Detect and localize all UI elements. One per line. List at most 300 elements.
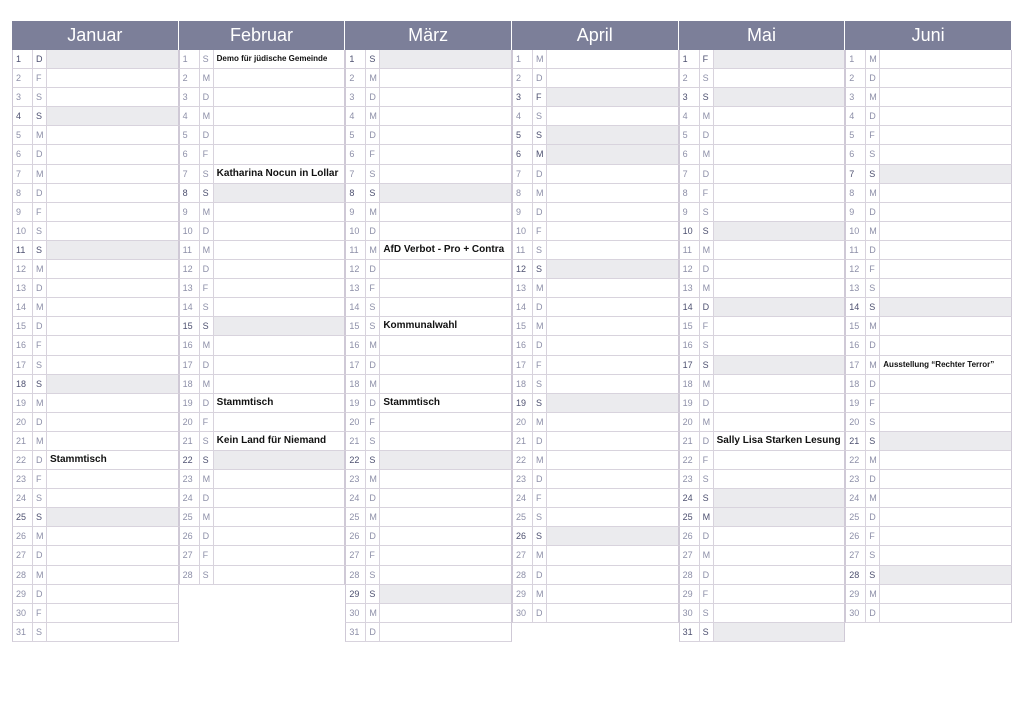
day-row[interactable]: [679, 623, 846, 642]
day-row[interactable]: [679, 241, 846, 260]
day-row[interactable]: [679, 566, 846, 585]
day-row[interactable]: [845, 107, 1012, 126]
day-row[interactable]: [512, 145, 679, 164]
day-row[interactable]: [679, 451, 846, 470]
event-cell[interactable]: [214, 203, 345, 221]
day-row[interactable]: [179, 222, 346, 241]
event-cell[interactable]: [47, 470, 178, 488]
day-row[interactable]: [179, 279, 346, 298]
day-row[interactable]: [12, 203, 179, 222]
day-row[interactable]: [679, 470, 846, 489]
event-cell[interactable]: [214, 241, 345, 259]
day-row[interactable]: [512, 88, 679, 107]
day-row[interactable]: [679, 394, 846, 413]
event-cell[interactable]: [714, 222, 845, 240]
day-row[interactable]: [512, 165, 679, 184]
event-cell[interactable]: [714, 184, 845, 202]
day-row[interactable]: [179, 165, 346, 184]
event-cell[interactable]: Kommunalwahl: [383, 320, 458, 332]
day-row[interactable]: [12, 585, 179, 604]
event-cell[interactable]: [880, 470, 1011, 488]
event-cell[interactable]: [380, 126, 511, 144]
day-row[interactable]: [179, 184, 346, 203]
event-cell[interactable]: [880, 222, 1011, 240]
day-row[interactable]: [845, 432, 1012, 451]
event-cell[interactable]: [547, 203, 678, 221]
day-row[interactable]: [12, 126, 179, 145]
day-row[interactable]: [845, 451, 1012, 470]
event-cell[interactable]: [380, 604, 511, 622]
day-row[interactable]: [179, 432, 346, 451]
day-row[interactable]: [679, 279, 846, 298]
event-cell[interactable]: [380, 508, 511, 526]
event-cell[interactable]: [380, 375, 511, 393]
day-row[interactable]: [512, 375, 679, 394]
event-cell[interactable]: [380, 260, 511, 278]
day-row[interactable]: [12, 604, 179, 623]
day-row[interactable]: [12, 241, 179, 260]
event-cell[interactable]: [880, 69, 1011, 87]
day-row[interactable]: [679, 489, 846, 508]
day-row[interactable]: [845, 279, 1012, 298]
day-row[interactable]: [845, 165, 1012, 184]
event-cell[interactable]: [380, 69, 511, 87]
day-row[interactable]: [345, 336, 512, 355]
day-row[interactable]: [12, 489, 179, 508]
event-cell[interactable]: [380, 546, 511, 564]
event-cell[interactable]: [547, 88, 678, 106]
event-cell[interactable]: [214, 375, 345, 393]
event-cell[interactable]: [547, 394, 678, 412]
event-cell[interactable]: [880, 241, 1011, 259]
day-row[interactable]: [679, 585, 846, 604]
event-cell[interactable]: Stammtisch: [216, 396, 274, 408]
event-cell[interactable]: [880, 126, 1011, 144]
event-cell[interactable]: [47, 527, 178, 545]
day-row[interactable]: [845, 508, 1012, 527]
day-row[interactable]: [345, 260, 512, 279]
day-row[interactable]: [512, 451, 679, 470]
day-row[interactable]: [345, 50, 512, 69]
event-cell[interactable]: [547, 413, 678, 431]
day-row[interactable]: [512, 126, 679, 145]
event-cell[interactable]: [47, 298, 178, 316]
event-cell[interactable]: Demo für jüdische Gemeinde: [216, 54, 328, 63]
event-cell[interactable]: [547, 336, 678, 354]
event-cell[interactable]: [880, 527, 1011, 545]
event-cell[interactable]: [47, 88, 178, 106]
event-cell[interactable]: [880, 566, 1011, 584]
day-row[interactable]: [845, 126, 1012, 145]
event-cell[interactable]: [547, 546, 678, 564]
event-cell[interactable]: [714, 336, 845, 354]
day-row[interactable]: [179, 546, 346, 565]
day-row[interactable]: [679, 508, 846, 527]
day-row[interactable]: [345, 107, 512, 126]
event-cell[interactable]: [47, 432, 178, 450]
event-cell[interactable]: [714, 88, 845, 106]
day-row[interactable]: [512, 69, 679, 88]
event-cell[interactable]: [380, 336, 511, 354]
day-row[interactable]: [179, 107, 346, 126]
event-cell[interactable]: [714, 107, 845, 125]
event-cell[interactable]: [714, 203, 845, 221]
day-row[interactable]: [512, 508, 679, 527]
event-cell[interactable]: [214, 546, 345, 564]
event-cell[interactable]: [47, 546, 178, 564]
event-cell[interactable]: [47, 50, 178, 68]
day-row[interactable]: [345, 527, 512, 546]
event-cell[interactable]: [880, 508, 1011, 526]
day-row[interactable]: [512, 184, 679, 203]
day-row[interactable]: [345, 470, 512, 489]
event-cell[interactable]: [547, 489, 678, 507]
event-cell[interactable]: [714, 585, 845, 603]
day-row[interactable]: [179, 317, 346, 336]
day-row[interactable]: [12, 527, 179, 546]
day-row[interactable]: [679, 432, 846, 451]
event-cell[interactable]: [380, 470, 511, 488]
event-cell[interactable]: [47, 336, 178, 354]
event-cell[interactable]: [214, 508, 345, 526]
day-row[interactable]: [512, 470, 679, 489]
day-row[interactable]: [845, 203, 1012, 222]
event-cell[interactable]: [880, 279, 1011, 297]
event-cell[interactable]: [214, 279, 345, 297]
day-row[interactable]: [845, 546, 1012, 565]
event-cell[interactable]: [880, 394, 1011, 412]
event-cell[interactable]: [214, 470, 345, 488]
day-row[interactable]: [179, 241, 346, 260]
event-cell[interactable]: [880, 298, 1011, 316]
day-row[interactable]: [679, 88, 846, 107]
day-row[interactable]: [845, 69, 1012, 88]
event-cell[interactable]: [880, 336, 1011, 354]
day-row[interactable]: [512, 336, 679, 355]
event-cell[interactable]: [214, 356, 345, 374]
day-row[interactable]: [12, 260, 179, 279]
day-row[interactable]: [12, 88, 179, 107]
day-row[interactable]: [512, 203, 679, 222]
event-cell[interactable]: [380, 432, 511, 450]
day-row[interactable]: [512, 356, 679, 375]
day-row[interactable]: [679, 298, 846, 317]
event-cell[interactable]: [880, 432, 1011, 450]
event-cell[interactable]: [47, 604, 178, 622]
day-row[interactable]: [679, 604, 846, 623]
event-cell[interactable]: [714, 356, 845, 374]
day-row[interactable]: [179, 88, 346, 107]
day-row[interactable]: [12, 298, 179, 317]
day-row[interactable]: [179, 394, 346, 413]
event-cell[interactable]: [880, 145, 1011, 163]
event-cell[interactable]: [547, 107, 678, 125]
event-cell[interactable]: [380, 566, 511, 584]
day-row[interactable]: [345, 394, 512, 413]
day-row[interactable]: [179, 356, 346, 375]
day-row[interactable]: [512, 241, 679, 260]
event-cell[interactable]: [547, 126, 678, 144]
day-row[interactable]: [12, 336, 179, 355]
event-cell[interactable]: [214, 317, 345, 335]
event-cell[interactable]: [880, 184, 1011, 202]
day-row[interactable]: [345, 489, 512, 508]
event-cell[interactable]: [380, 107, 511, 125]
event-cell[interactable]: [47, 203, 178, 221]
event-cell[interactable]: [380, 222, 511, 240]
event-cell[interactable]: [714, 413, 845, 431]
day-row[interactable]: [345, 165, 512, 184]
day-row[interactable]: [12, 394, 179, 413]
event-cell[interactable]: [714, 126, 845, 144]
day-row[interactable]: [845, 260, 1012, 279]
day-row[interactable]: [345, 432, 512, 451]
day-row[interactable]: [679, 145, 846, 164]
event-cell[interactable]: [714, 470, 845, 488]
event-cell[interactable]: [214, 260, 345, 278]
day-row[interactable]: [179, 50, 346, 69]
event-cell[interactable]: [214, 527, 345, 545]
day-row[interactable]: [679, 336, 846, 355]
day-row[interactable]: [345, 145, 512, 164]
event-cell[interactable]: AfD Verbot - Pro + Contra: [383, 243, 505, 255]
day-row[interactable]: [845, 413, 1012, 432]
event-cell[interactable]: [880, 451, 1011, 469]
day-row[interactable]: [845, 470, 1012, 489]
day-row[interactable]: [179, 375, 346, 394]
day-row[interactable]: [512, 566, 679, 585]
day-row[interactable]: [845, 298, 1012, 317]
event-cell[interactable]: [880, 375, 1011, 393]
event-cell[interactable]: [47, 165, 178, 183]
event-cell[interactable]: [47, 69, 178, 87]
day-row[interactable]: [845, 50, 1012, 69]
event-cell[interactable]: [47, 623, 178, 641]
event-cell[interactable]: [714, 394, 845, 412]
day-row[interactable]: [512, 107, 679, 126]
event-cell[interactable]: Katharina Nocun in Lollar: [216, 167, 339, 179]
event-cell[interactable]: [47, 279, 178, 297]
day-row[interactable]: [179, 508, 346, 527]
event-cell[interactable]: [380, 184, 511, 202]
day-row[interactable]: [179, 203, 346, 222]
event-cell[interactable]: [714, 566, 845, 584]
event-cell[interactable]: [714, 451, 845, 469]
event-cell[interactable]: [214, 88, 345, 106]
event-cell[interactable]: [214, 413, 345, 431]
event-cell[interactable]: [47, 241, 178, 259]
event-cell[interactable]: [880, 50, 1011, 68]
day-row[interactable]: [345, 222, 512, 241]
event-cell[interactable]: [380, 585, 511, 603]
event-cell[interactable]: [214, 107, 345, 125]
day-row[interactable]: [12, 69, 179, 88]
day-row[interactable]: [179, 470, 346, 489]
event-cell[interactable]: [214, 566, 345, 584]
event-cell[interactable]: [380, 451, 511, 469]
day-row[interactable]: [345, 241, 512, 260]
day-row[interactable]: [512, 432, 679, 451]
day-row[interactable]: [12, 375, 179, 394]
event-cell[interactable]: [47, 107, 178, 125]
event-cell[interactable]: [714, 527, 845, 545]
event-cell[interactable]: [880, 489, 1011, 507]
day-row[interactable]: [512, 413, 679, 432]
event-cell[interactable]: Kein Land für Niemand: [216, 434, 327, 446]
day-row[interactable]: [12, 623, 179, 642]
day-row[interactable]: [12, 279, 179, 298]
day-row[interactable]: [845, 145, 1012, 164]
day-row[interactable]: [345, 69, 512, 88]
day-row[interactable]: [845, 394, 1012, 413]
event-cell[interactable]: [714, 546, 845, 564]
event-cell[interactable]: [380, 623, 511, 641]
event-cell[interactable]: [47, 145, 178, 163]
day-row[interactable]: [179, 566, 346, 585]
event-cell[interactable]: [47, 413, 178, 431]
event-cell[interactable]: [714, 69, 845, 87]
day-row[interactable]: [679, 184, 846, 203]
event-cell[interactable]: [547, 50, 678, 68]
event-cell[interactable]: [214, 145, 345, 163]
day-row[interactable]: [845, 375, 1012, 394]
day-row[interactable]: [679, 527, 846, 546]
day-row[interactable]: [345, 203, 512, 222]
event-cell[interactable]: [547, 165, 678, 183]
day-row[interactable]: [845, 604, 1012, 623]
day-row[interactable]: [512, 222, 679, 241]
event-cell[interactable]: [714, 489, 845, 507]
event-cell[interactable]: [547, 317, 678, 335]
day-row[interactable]: [179, 527, 346, 546]
event-cell[interactable]: [880, 604, 1011, 622]
day-row[interactable]: [512, 260, 679, 279]
day-row[interactable]: [679, 222, 846, 241]
event-cell[interactable]: [47, 126, 178, 144]
event-cell[interactable]: [214, 222, 345, 240]
event-cell[interactable]: [880, 546, 1011, 564]
day-row[interactable]: [679, 107, 846, 126]
day-row[interactable]: [179, 145, 346, 164]
event-cell[interactable]: [880, 203, 1011, 221]
day-row[interactable]: [345, 298, 512, 317]
event-cell[interactable]: [47, 375, 178, 393]
day-row[interactable]: [845, 527, 1012, 546]
day-row[interactable]: [512, 604, 679, 623]
day-row[interactable]: [345, 566, 512, 585]
event-cell[interactable]: [380, 88, 511, 106]
event-cell[interactable]: Stammtisch: [50, 453, 107, 465]
day-row[interactable]: [12, 546, 179, 565]
day-row[interactable]: [345, 184, 512, 203]
event-cell[interactable]: [880, 165, 1011, 183]
day-row[interactable]: [679, 375, 846, 394]
day-row[interactable]: [345, 623, 512, 642]
event-cell[interactable]: [47, 260, 178, 278]
day-row[interactable]: [512, 279, 679, 298]
event-cell[interactable]: [214, 336, 345, 354]
day-row[interactable]: [345, 375, 512, 394]
event-cell[interactable]: Sally Lisa Starken Lesung: [716, 434, 841, 446]
day-row[interactable]: [179, 260, 346, 279]
event-cell[interactable]: [547, 604, 678, 622]
event-cell[interactable]: [547, 298, 678, 316]
day-row[interactable]: [512, 546, 679, 565]
day-row[interactable]: [345, 126, 512, 145]
event-cell[interactable]: [214, 451, 345, 469]
event-cell[interactable]: [380, 527, 511, 545]
event-cell[interactable]: [714, 317, 845, 335]
day-row[interactable]: [345, 317, 512, 336]
event-cell[interactable]: [547, 241, 678, 259]
event-cell[interactable]: [880, 88, 1011, 106]
event-cell[interactable]: [714, 260, 845, 278]
event-cell[interactable]: [547, 508, 678, 526]
event-cell[interactable]: [547, 279, 678, 297]
day-row[interactable]: [679, 69, 846, 88]
day-row[interactable]: [345, 279, 512, 298]
day-row[interactable]: [845, 566, 1012, 585]
event-cell[interactable]: [380, 145, 511, 163]
day-row[interactable]: [845, 585, 1012, 604]
event-cell[interactable]: [547, 470, 678, 488]
day-row[interactable]: [12, 184, 179, 203]
event-cell[interactable]: [380, 203, 511, 221]
event-cell[interactable]: [714, 165, 845, 183]
event-cell[interactable]: Stammtisch: [383, 396, 440, 408]
day-row[interactable]: [345, 356, 512, 375]
event-cell[interactable]: [547, 585, 678, 603]
day-row[interactable]: [512, 489, 679, 508]
day-row[interactable]: [345, 508, 512, 527]
day-row[interactable]: [679, 260, 846, 279]
event-cell[interactable]: [380, 279, 511, 297]
day-row[interactable]: [512, 394, 679, 413]
day-row[interactable]: [679, 413, 846, 432]
event-cell[interactable]: [47, 356, 178, 374]
day-row[interactable]: [179, 336, 346, 355]
day-row[interactable]: [512, 585, 679, 604]
day-row[interactable]: [845, 317, 1012, 336]
day-row[interactable]: [179, 489, 346, 508]
event-cell[interactable]: [547, 69, 678, 87]
event-cell[interactable]: [214, 126, 345, 144]
day-row[interactable]: [512, 298, 679, 317]
day-row[interactable]: [12, 107, 179, 126]
event-cell[interactable]: [380, 413, 511, 431]
event-cell[interactable]: [380, 356, 511, 374]
day-row[interactable]: [345, 413, 512, 432]
event-cell[interactable]: [47, 222, 178, 240]
event-cell[interactable]: [880, 585, 1011, 603]
day-row[interactable]: [345, 88, 512, 107]
event-cell[interactable]: [880, 107, 1011, 125]
event-cell[interactable]: [547, 527, 678, 545]
day-row[interactable]: [179, 298, 346, 317]
day-row[interactable]: [12, 470, 179, 489]
day-row[interactable]: [179, 69, 346, 88]
day-row[interactable]: [12, 566, 179, 585]
event-cell[interactable]: [380, 489, 511, 507]
day-row[interactable]: [12, 317, 179, 336]
event-cell[interactable]: [880, 317, 1011, 335]
event-cell[interactable]: [714, 145, 845, 163]
event-cell[interactable]: [214, 184, 345, 202]
event-cell[interactable]: [547, 222, 678, 240]
day-row[interactable]: [845, 356, 1012, 375]
day-row[interactable]: [845, 222, 1012, 241]
day-row[interactable]: [845, 88, 1012, 107]
